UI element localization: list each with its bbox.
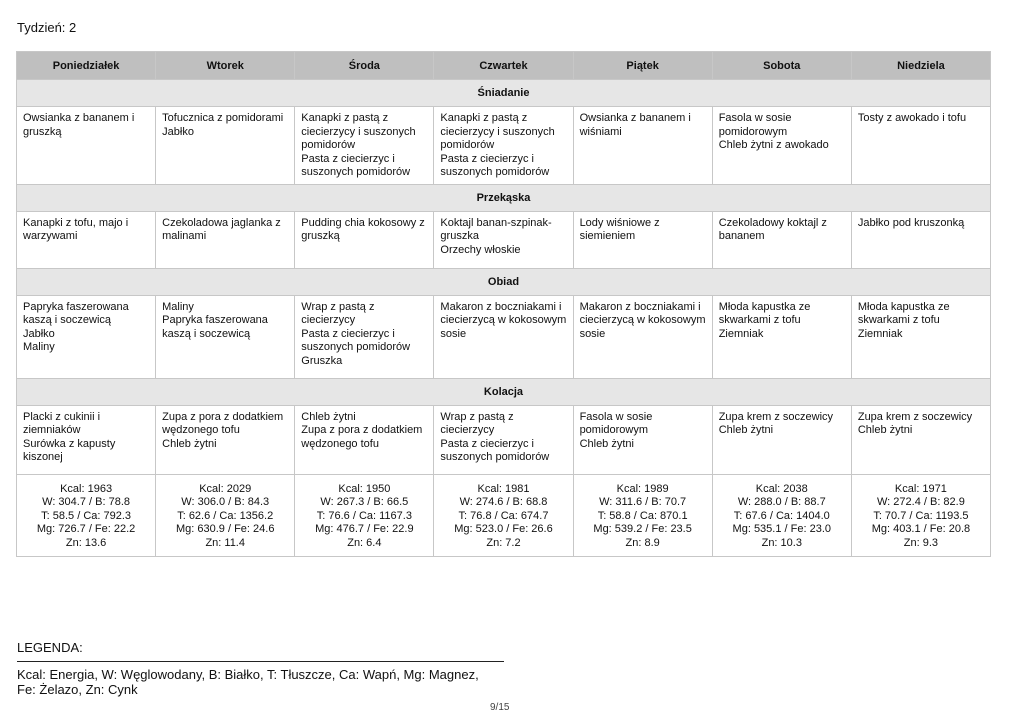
meal-row — [17, 295, 991, 378]
nutrition-cell — [434, 474, 573, 557]
meal-cell: Wrap z pastą z ciecierzycy Pasta z ciecierzyc i suszonych pomidorów — [434, 405, 573, 474]
fat-calcium-value: T: 76.8 / Ca: 674.7 — [458, 509, 549, 522]
nutrition-cell — [712, 474, 851, 557]
fat-calcium-value: T: 70.7 / Ca: 1193.5 — [873, 509, 969, 522]
zinc-value: Zn: 8.9 — [625, 536, 660, 549]
day-header: Niedziela — [851, 52, 990, 80]
magnesium-iron-value: Mg: 523.0 / Fe: 26.6 — [454, 523, 553, 535]
fat-calcium-value: T: 76.6 / Ca: 1167.3 — [316, 509, 412, 522]
meal-cell: Papryka faszerowana kaszą i soczewicą Jabłko Maliny — [17, 295, 156, 378]
zinc-value: Zn: 13.6 — [65, 536, 107, 549]
meal-cell: Owsianka z bananem i gruszką — [17, 107, 156, 185]
day-header: Środa — [295, 52, 434, 80]
kcal-value: Kcal: 1989 — [616, 482, 669, 495]
day-header: Poniedziałek — [17, 52, 156, 80]
meal-row — [17, 405, 991, 474]
meal-row — [17, 107, 991, 185]
carbs-protein-value: W: 267.3 / B: 66.5 — [320, 496, 409, 508]
meal-row — [17, 211, 991, 268]
kcal-value: Kcal: 1971 — [894, 482, 947, 495]
magnesium-iron-value: Mg: 476.7 / Fe: 22.9 — [315, 523, 414, 535]
meal-cell: Pudding chia kokosowy z gruszką — [295, 211, 434, 268]
carbs-protein-value: W: 272.4 / B: 82.9 — [876, 496, 965, 508]
meal-cell: Maliny Papryka faszerowana kaszą i soczewicą — [156, 295, 295, 378]
fat-calcium-value: T: 58.8 / Ca: 870.1 — [597, 509, 688, 522]
meal-cell: Kanapki z pastą z ciecierzycy i suszonych pomidorów Pasta z ciecierzyc i suszonych pomidorów — [434, 107, 573, 185]
meal-cell: Zupa z pora z dodatkiem wędzonego tofu Chleb żytni — [156, 405, 295, 474]
section-row — [17, 378, 991, 405]
magnesium-iron-value: Mg: 630.9 / Fe: 24.6 — [175, 523, 275, 535]
day-header: Piątek — [573, 52, 712, 80]
day-header: Sobota — [712, 52, 851, 80]
meal-cell: Zupa krem z soczewicy Chleb żytni — [712, 405, 851, 474]
section-row — [17, 80, 991, 107]
meal-cell: Koktajl banan-szpinak-gruszka Orzechy włoskie — [434, 211, 573, 268]
section-title: Śniadanie — [17, 80, 991, 107]
meal-cell: Tosty z awokado i tofu — [851, 107, 990, 185]
kcal-value: Kcal: 1981 — [477, 482, 530, 495]
meal-cell: Młoda kapustka ze skwarkami z tofu Ziemniak — [851, 295, 990, 378]
meal-cell: Zupa krem z soczewicy Chleb żytni — [851, 405, 990, 474]
legend-divider — [17, 661, 504, 662]
fat-calcium-value: T: 67.6 / Ca: 1404.0 — [733, 509, 830, 522]
kcal-value: Kcal: 2038 — [755, 482, 808, 495]
nutrition-cell — [851, 474, 990, 557]
section-row — [17, 184, 991, 211]
zinc-value: Zn: 11.4 — [205, 536, 245, 549]
nutrition-cell — [295, 474, 434, 557]
meal-cell: Jabłko pod kruszonką — [851, 211, 990, 268]
fat-calcium-value: T: 58.5 / Ca: 792.3 — [41, 509, 132, 522]
week-label: Tydzień: 2 — [17, 20, 77, 35]
zinc-value: Zn: 9.3 — [903, 536, 939, 549]
day-header: Czwartek — [434, 52, 573, 80]
kcal-value: Kcal: 1950 — [338, 482, 391, 495]
meal-plan-table — [16, 51, 991, 557]
meal-cell: Lody wiśniowe z siemieniem — [573, 211, 712, 268]
kcal-value: Kcal: 1963 — [60, 482, 113, 495]
meal-cell: Czekoladowy koktajl z bananem — [712, 211, 851, 268]
section-row — [17, 268, 991, 295]
nutrition-cell — [156, 474, 295, 557]
carbs-protein-value: W: 274.6 / B: 68.8 — [459, 496, 548, 508]
nutrition-cell — [17, 474, 156, 557]
section-title: Przekąska — [17, 184, 991, 211]
zinc-value: Zn: 6.4 — [347, 536, 382, 549]
magnesium-iron-value: Mg: 403.1 / Fe: 20.8 — [871, 523, 971, 535]
carbs-protein-value: W: 288.0 / B: 88.7 — [737, 496, 826, 508]
meal-cell: Czekoladowa jaglanka z malinami — [156, 211, 295, 268]
zinc-value: Zn: 10.3 — [761, 536, 802, 549]
nutrition-cell — [573, 474, 712, 557]
meal-cell: Makaron z boczniakami i ciecierzycą w kokosowym sosie — [434, 295, 573, 378]
magnesium-iron-value: Mg: 535.1 / Fe: 23.0 — [732, 523, 831, 535]
section-title: Obiad — [17, 268, 991, 295]
meal-cell: Fasola w sosie pomidorowym Chleb żytni — [573, 405, 712, 474]
day-header-row — [17, 52, 991, 80]
fat-calcium-value: T: 62.6 / Ca: 1356.2 — [177, 509, 274, 522]
meal-cell: Fasola w sosie pomidorowym Chleb żytni z awokado — [712, 107, 851, 185]
zinc-value: Zn: 7.2 — [486, 536, 521, 549]
carbs-protein-value: W: 306.0 / B: 84.3 — [181, 496, 270, 508]
legend-text: Kcal: Energia, W: Węglowodany, B: Białko, T: Tłuszcze, Ca: Wapń, Mg: Magnez, Fe: Żelazo, Zn: Cynk — [17, 667, 479, 697]
meal-cell: Kanapki z tofu, majo i warzywami — [17, 211, 156, 268]
magnesium-iron-value: Mg: 726.7 / Fe: 22.2 — [36, 523, 136, 535]
carbs-protein-value: W: 304.7 / B: 78.8 — [42, 496, 130, 508]
meal-cell: Owsianka z bananem i wiśniami — [573, 107, 712, 185]
meal-cell: Chleb żytni Zupa z pora z dodatkiem wędzonego tofu — [295, 405, 434, 474]
meal-cell: Kanapki z pastą z ciecierzycy i suszonych pomidorów Pasta z ciecierzyc i suszonych pomidorów — [295, 107, 434, 185]
meal-cell: Placki z cukinii i ziemniaków Surówka z kapusty kiszonej — [17, 405, 156, 474]
carbs-protein-value: W: 311.6 / B: 70.7 — [599, 496, 687, 508]
meal-cell: Młoda kapustka ze skwarkami z tofu Ziemniak — [712, 295, 851, 378]
legend-title: LEGENDA: — [17, 640, 83, 655]
nutrition-row — [17, 474, 991, 557]
section-title: Kolacja — [17, 378, 991, 405]
page-number: 9/15 — [490, 702, 510, 713]
meal-cell: Wrap z pastą z ciecierzycy Pasta z ciecierzyc i suszonych pomidorów Gruszka — [295, 295, 434, 378]
kcal-value: Kcal: 2029 — [199, 482, 252, 495]
meal-cell: Tofucznica z pomidorami Jabłko — [156, 107, 295, 185]
day-header: Wtorek — [156, 52, 295, 80]
magnesium-iron-value: Mg: 539.2 / Fe: 23.5 — [593, 523, 692, 535]
meal-cell: Makaron z boczniakami i ciecierzycą w kokosowym sosie — [573, 295, 712, 378]
